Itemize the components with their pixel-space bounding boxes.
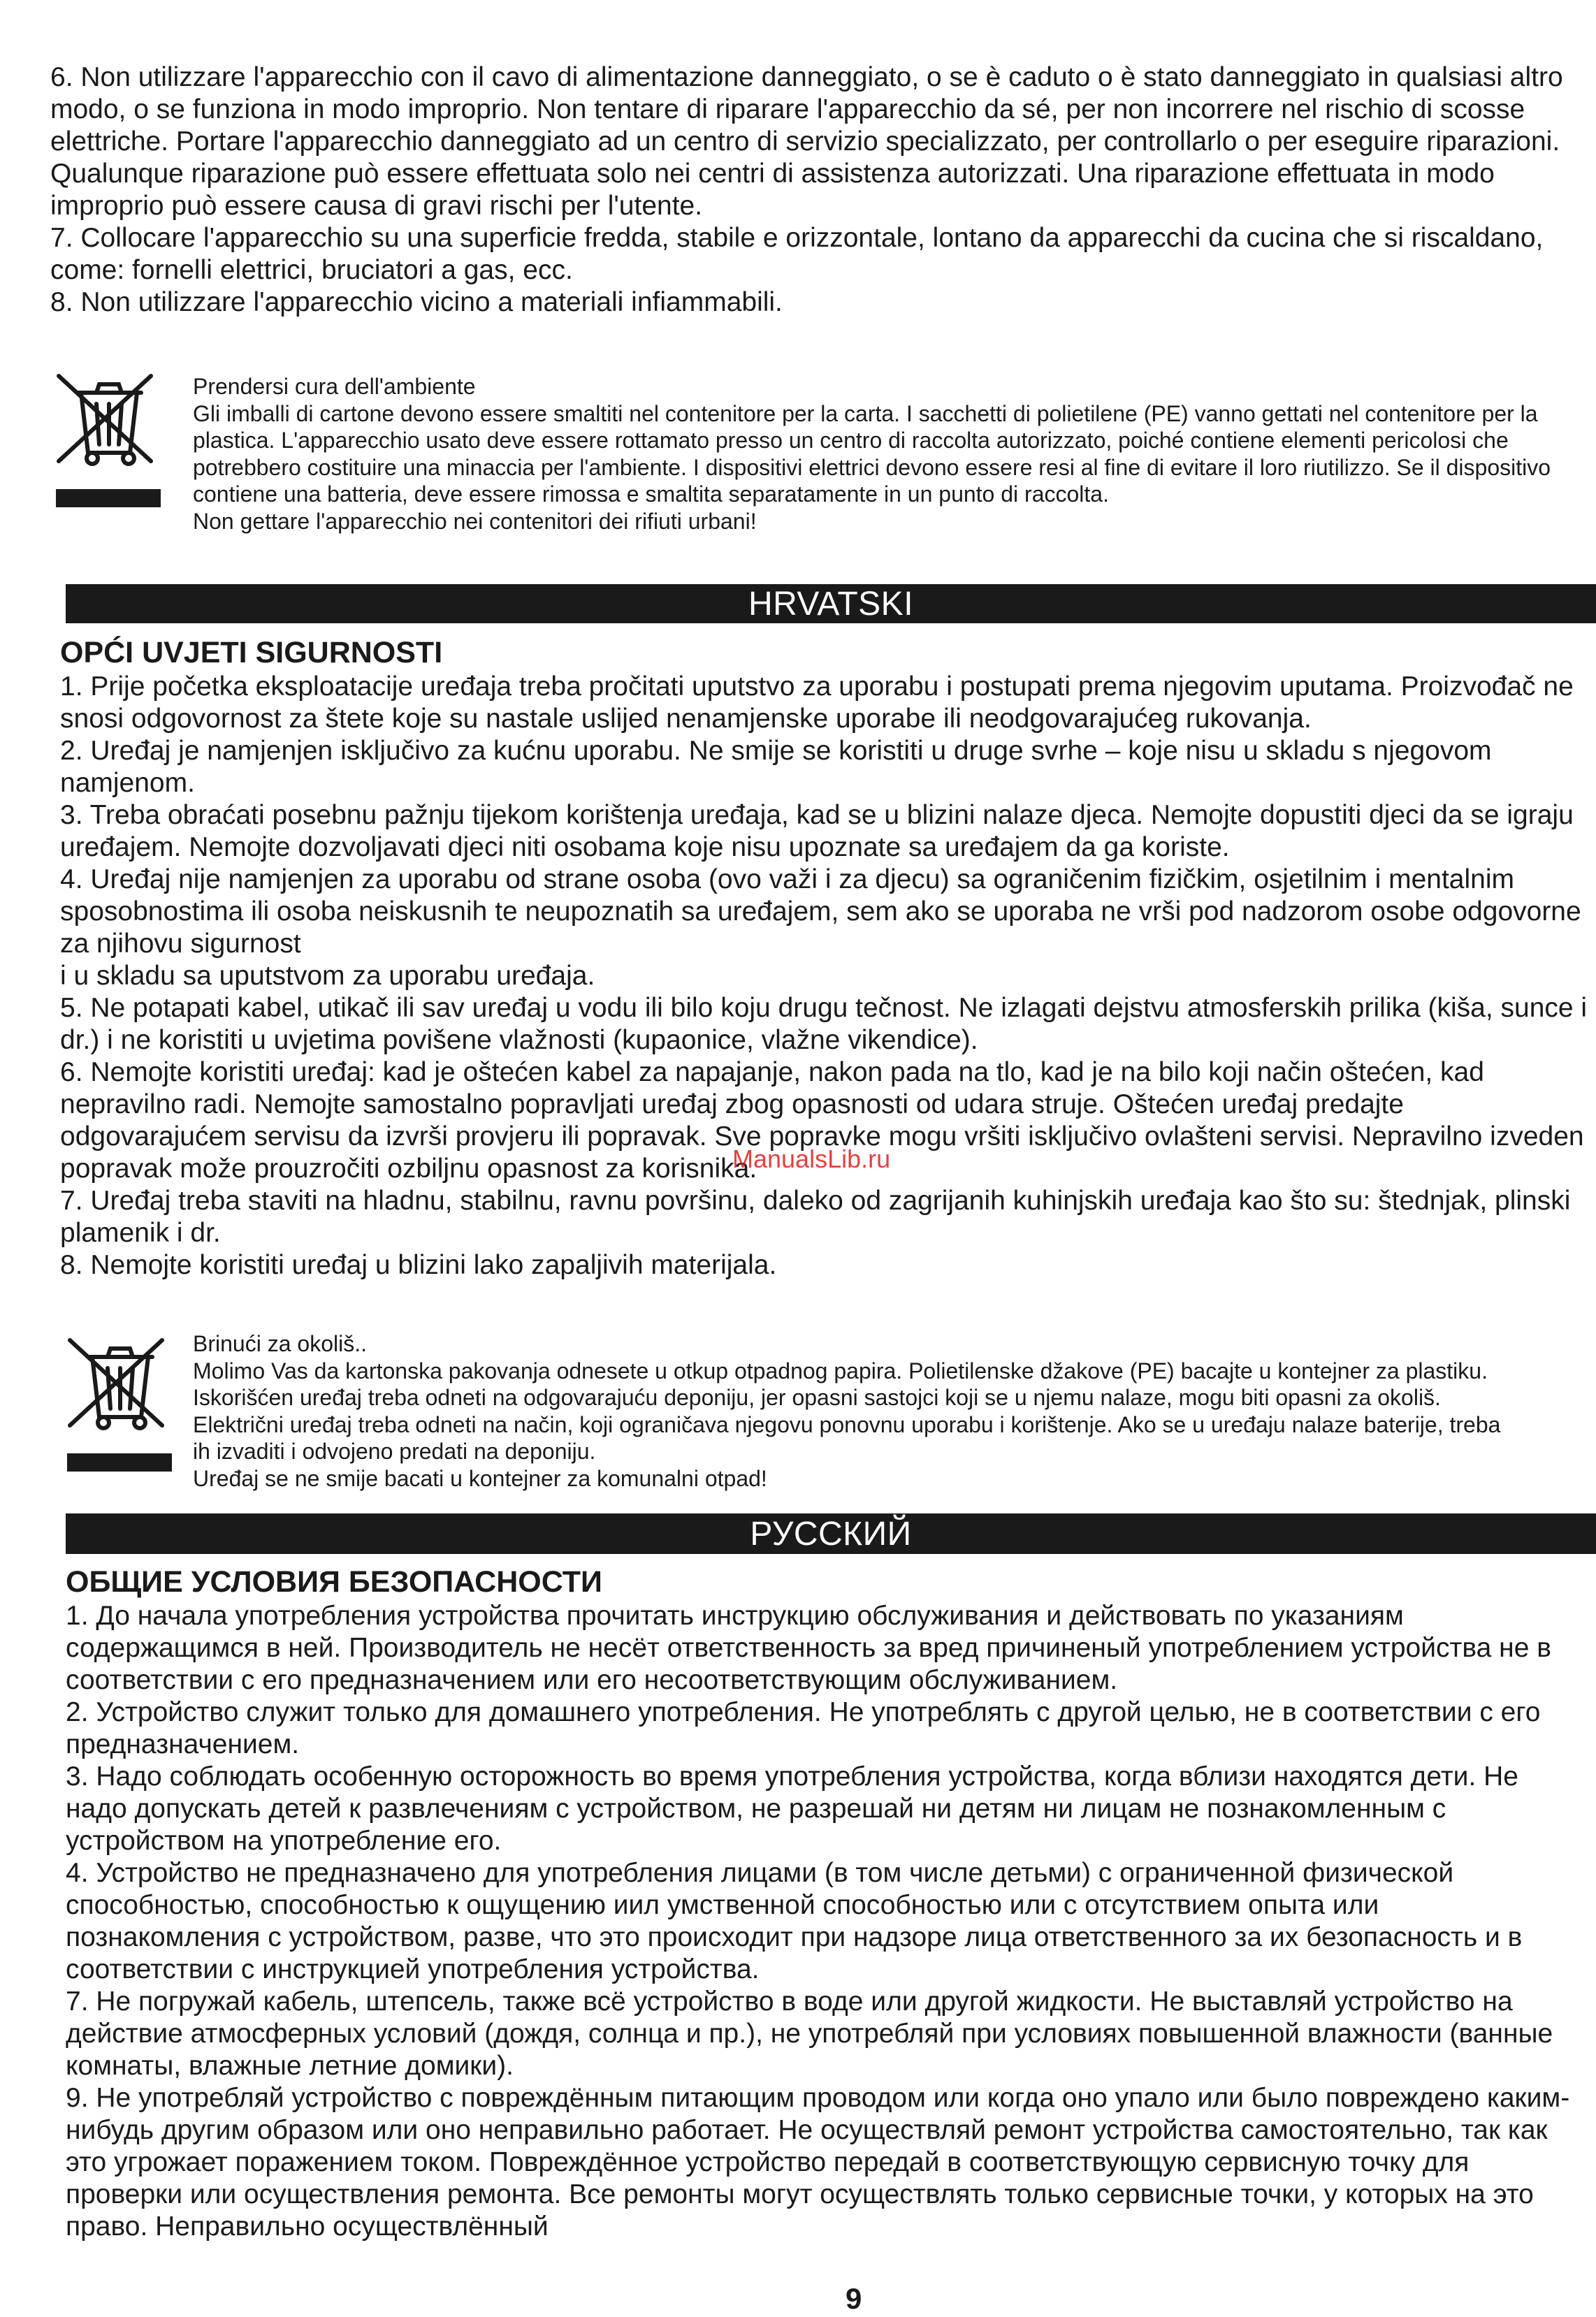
paragraph: i u skladu sa uputstvom za uporabu uređaja. — [60, 961, 595, 991]
environment-body: Gli imballi di cartone devono essere smaltiti nel contenitore per la carta. I sacchetti di polietilene (PE) vanno gettati nel contenitore per la plastica. L'apparecchio usato deve essere rottamato presso un centro di raccolta autorizzato, poiché contiene elementi pericolosi che potrebbero costituire una minaccia per l'ambiente. I dispositivi elettrici devono essere resi al fine di evitare il loro riutilizzo. Se il dispositivo contiene una batteria, deve essere rimossa e smaltita separatamente in un punto di raccolta. — [193, 400, 1551, 507]
croatian-paragraphs — [60, 671, 1592, 1281]
paragraph: 8. Non utilizzare l'apparecchio vicino a materiali infiammabili. — [50, 287, 783, 317]
paragraph: 5. Ne potapati kabel, utikač ili sav uređaj u vodu ili bilo koju drugu tečnost. Ne izlagati dejstvu atmosferskih prilika (kiša, sunce i dr.) i ne koristiti u uvjetima povišene vlažnosti (kupaonice, vlažne vikendice). — [60, 993, 1588, 1055]
paragraph: 1. Prije početka eksploatacije uređaja treba pročitati uputstvo za uporabu i postupati prema njegovim uputama. Proizvođač ne snosi odgovornost za štete koje su nastale uslijed nenamjenske uporabe ili neodgovarajućeg rukovanja. — [60, 671, 1574, 734]
weee-bin-icon — [53, 369, 165, 509]
paragraph: 7. Collocare l'apparecchio su una superficie fredda, stabile e orizzontale, lontano da apparecchi da cucina che si riscaldano, come: fornelli elettrici, bruciatori a gas, ecc. — [50, 223, 1544, 285]
italian-environment-text — [193, 373, 1590, 535]
paragraph: 2. Устройство служит только для домашнего употребления. Не употреблять с другой целью, не в соответствии с его предназначением. — [66, 1697, 1541, 1759]
weee-bin-icon — [64, 1333, 176, 1473]
environment-warning: Non gettare l'apparecchio nei contenitori dei rifiuti urbani! — [193, 508, 757, 534]
paragraph: 3. Надо соблюдать особенную осторожность во время употребления устройства, когда вблизи находятся дети. Не надо допускать детей к развлечениям с устройством, не разрешай ни детям ни лицам не познакомленным с устройством на употребление его. — [66, 1762, 1518, 1856]
croatian-environment-text — [193, 1330, 1521, 1492]
paragraph: 7. Не погружай кабель, штепсель, также всё устройство в воде или другой жидкости. Не выставляй устройство на действие атмосферных условий (дождя, солнца и пр.), не употребляй при условиях повышенной влажности (ванные комнаты, влажные летние домики). — [66, 1986, 1553, 2081]
watermark: ManualsLib.ru — [732, 1145, 891, 1173]
page-number: 9 — [846, 2282, 862, 2315]
paragraph: 3. Treba obraćati posebnu pažnju tijekom korištenja uređaja, kad se u blizini nalaze djeca. Nemojte dopustiti djeci da se igraju uređajem. Nemojte dozvoljavati djeci niti osobama koje nisu upoznate sa uređajem da ga koriste. — [60, 800, 1574, 862]
paragraph: 6. Non utilizzare l'apparecchio con il cavo di alimentazione danneggiato, o se è caduto o è stato danneggiato in qualsiasi altro modo, o se funziona in modo improprio. Non tentare di riparare l'apparecchio da sé, per non incorrere nel rischio di scosse elettriche. Portare l'apparecchio danneggiato ad un centro di servizio specializzato, per controllarlo o per eseguire riparazioni. Qualunque riparazione può essere effettuata solo nei centri di assistenza autorizzati. Una riparazione effettuata in modo improprio può essere causa di gravi rischi per l'utente. — [50, 62, 1563, 221]
paragraph: 8. Nemojte koristiti uređaj u blizini lako zapaljivih materijala. — [60, 1250, 777, 1280]
paragraph: 9. Не употребляй устройство с повреждённым питающим проводом или когда оно упало или было повреждено каким-нибудь другим образом или оно неправильно работает. Не осуществляй ремонт устройства самостоятельно, так как это угрожает поражением током. Повреждённое устройство передай в соответствующую сервисную точку для проверки или осуществления ремонта. Все ремонты могут осуществлять только сервисные точки, у которых на это право. Неправильно осуществлённый — [66, 2083, 1570, 2242]
environment-title: Brinući za okoliš.. — [193, 1331, 367, 1356]
russian-paragraphs — [66, 1600, 1575, 2243]
section-header-russian: РУССКИЙ — [66, 1513, 1596, 1554]
environment-warning: Uređaj se ne smije bacati u kontejner za komunalni otpad! — [193, 1465, 767, 1491]
paragraph: 6. Nemojte koristiti uređaj: kad je oštećen kabel za napajanje, nakon pada na tlo, kad je na bilo koji način oštećen, kad nepravilno radi. Nemojte samostalno popravljati uređaj zbog opasnosti od udara struje. Oštećen uređaj predajte odgovarajućem servisu da izvrši provjeru ili popravak. Sve popravke mogu vršiti isključivo ovlašteni servisi. Nepravilno izveden popravak može prouzročiti ozbiljnu opasnost za korisnika. — [60, 1057, 1584, 1184]
section-title-croatian: OPĆI UVJETI SIGURNOSTI — [60, 636, 443, 669]
environment-title: Prendersi cura dell'ambiente — [193, 374, 476, 399]
section-title-russian: ОБЩИЕ УСЛОВИЯ БЕЗОПАСНОСТИ — [66, 1565, 602, 1599]
environment-body: Molimo Vas da kartonska pakovanja odnesete u otkup otpadnog papira. Polietilenske džakove (PE) bacajte u kontejner za plastiku. Iskorišćen uređaj treba odneti na odgovarajuću deponiju, jer opasni sastojci koji se u njemu nalaze, mogu biti opasni za okoliš. Električni uređaj treba odneti na način, koji ograničava njegovu ponovnu uporabu i korištenje. Ako se u uređaju nalaze baterije, treba ih izvaditi i odvojeno predati na deponiju. — [193, 1358, 1501, 1464]
paragraph: 4. Uređaj nije namjenjen za uporabu od strane osoba (ovo važi i za djecu) sa ograničenim fizičkim, osjetilnim i mentalnim sposobnostima ili osoba neiskusnih te neupoznatih sa uređajem, sem ako se uporaba ne vrši pod nadzorom osobe odgovorne za njihovu sigurnost — [60, 864, 1581, 959]
section-header-croatian: HRVATSKI — [66, 584, 1596, 623]
paragraph: 4. Устройство не предназначено для употребления лицами (в том числе детьми) с ограниченной физической способностью, способностью к ощущению иил умственной способностью или с отсутствием опыта или познакомления с устройством, разве, что это происходит при надзоре лица ответственного за их безопасность и в соответствии с инструкцией употребления устройства. — [66, 1858, 1523, 1984]
italian-paragraphs — [50, 61, 1588, 319]
paragraph: 1. До начала употребления устройства прочитать инструкцию обслуживания и действовать по указаниям содержащимся в ней. Производитель не несёт ответственность за вред причиненый употреблением устройства не в соответствии с его предназначением или его несоответствующим обслуживанием. — [66, 1601, 1551, 1695]
paragraph: 7. Uređaj treba staviti na hladnu, stabilnu, ravnu površinu, daleko od zagrijanih kuhinjskih uređaja kao što su: štednjak, plinski plamenik i dr. — [60, 1186, 1571, 1248]
paragraph: 2. Uređaj je namjenjen isključivo za kućnu uporabu. Ne smije se koristiti u druge svrhe – koje nisu u skladu s njegovom namjenom. — [60, 736, 1492, 798]
